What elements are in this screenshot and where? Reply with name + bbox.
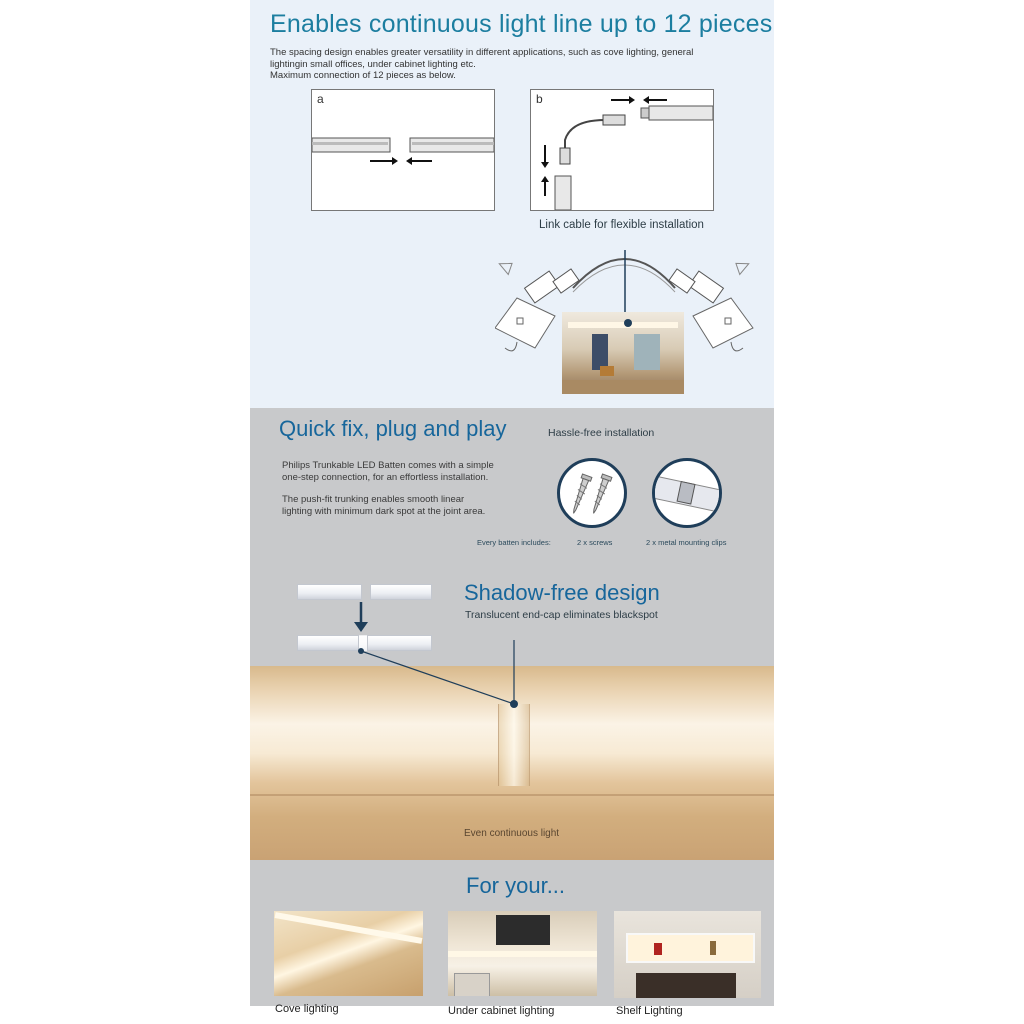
diagram-a-label: a (317, 92, 324, 106)
quick-fix-section (250, 408, 774, 666)
shadow-free-subtitle: Translucent end-cap eliminates blackspot (465, 609, 658, 621)
includes-label: Every batten includes: (477, 538, 551, 547)
batten-right-piece (370, 584, 432, 600)
even-light-caption: Even continuous light (464, 828, 560, 839)
arrow-down-icon (351, 600, 371, 640)
diagram-b-label: b (536, 92, 543, 106)
section-description: The spacing design enables greater versatility in different applications, such as cove lighting, general lightingin small offices, under cabinet lighting etc. Maximum connection of 12 pieces as below. (270, 47, 694, 81)
batten-joint-illustration (312, 90, 494, 210)
shelf-lighting-photo (614, 911, 761, 998)
install-paragraph-1: Philips Trunkable LED Batten comes with a simple one-step connection, for an effortless installation. (282, 460, 494, 483)
section-title-for-your: For your... (466, 873, 566, 898)
screws-icon (557, 458, 627, 528)
clips-label: 2 x metal mounting clips (646, 538, 727, 547)
section-title-quick-fix: Quick fix, plug and play (279, 416, 507, 441)
application-label-cove: Cove lighting (275, 1003, 339, 1015)
link-cable-caption: Link cable for flexible installation (539, 219, 704, 231)
section-subtitle-hassle-free: Hassle-free installation (548, 427, 655, 439)
screws-label: 2 x screws (577, 538, 613, 547)
application-label-shelf: Shelf Lighting (616, 1005, 683, 1017)
link-cable-diagram (531, 90, 713, 210)
pointer-dot (623, 318, 633, 328)
applications-section (250, 860, 774, 1024)
diagram-a (311, 89, 495, 211)
under-cabinet-photo (448, 911, 597, 996)
pointer-line (250, 640, 774, 760)
continuous-light-section (250, 0, 774, 408)
section-title-continuous: Enables continuous light line up to 12 pieces (270, 10, 773, 38)
section-title-shadow-free: Shadow-free design (464, 580, 660, 605)
batten-left-piece (297, 584, 362, 600)
mounting-clip-icon (652, 458, 722, 528)
product-infographic (250, 0, 774, 1024)
diagram-b (530, 89, 714, 211)
application-label-under-cabinet: Under cabinet lighting (448, 1005, 555, 1017)
install-paragraph-2: The push-fit trunking enables smooth linear lighting with minimum dark spot at the joint area. (282, 494, 486, 517)
cove-lighting-photo (274, 911, 423, 996)
